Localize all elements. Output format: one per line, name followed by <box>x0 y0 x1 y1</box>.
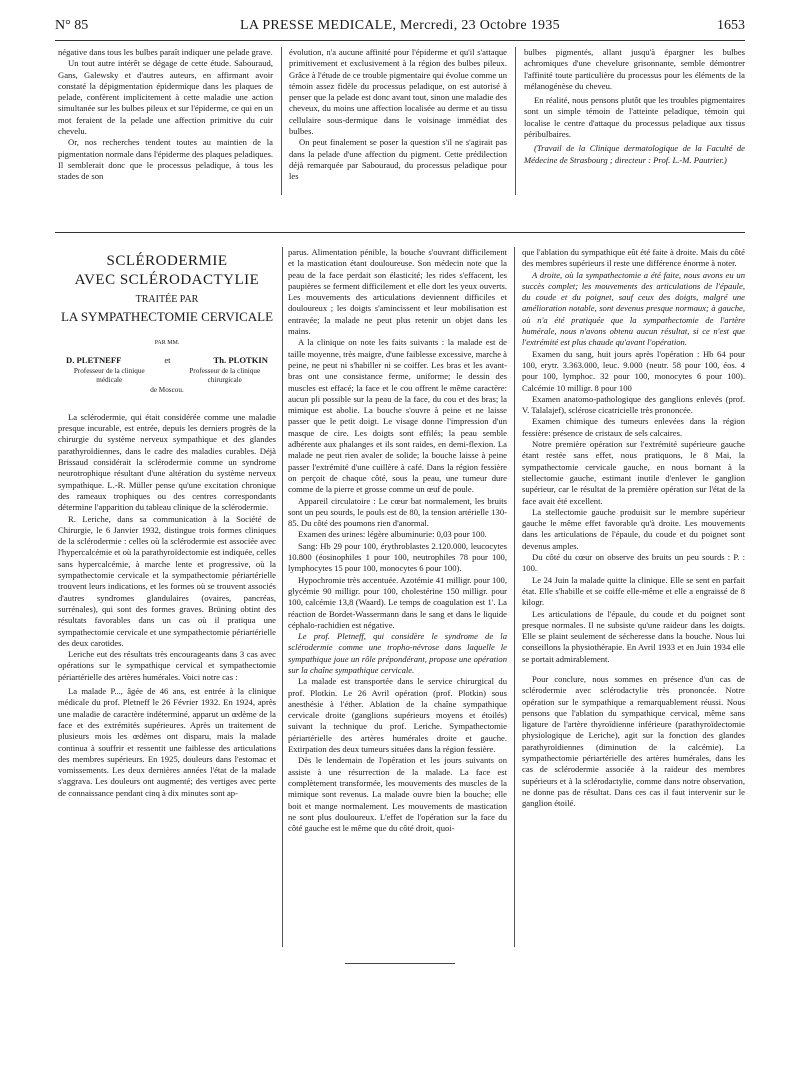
column-divider <box>514 247 515 947</box>
paragraph: A la clinique on note les faits suivants : la malade est de taille moyenne, très maigre, d'une faiblesse excessive, marche à peine, ne peut ni s'habiller ni se coiffer. Les bras et les avant-bras ont une consistance ferme, uniforme; le dessin des muscles est effacé; la face et le cou offrent le même caractère: aucun pli possible sur la peau de la face, du cou et des bras; la mimique est abolie. La bouche s'ouvre à peine et ne laisse passer que le petit doigt. Le visage donne l'impression d'un masque de cire. Les doigts sont effilés; la peau semble adhérente aux phalanges et ils sont raides, en demi-flexion. La malade ne peut rien avaler de solide; la bouche laisse à peine passer l'extrémité d'une cuillère à café. Dans la région fessière on perçoit de chaque côté, sous la peau, une tumeur dure comme de la pierre et grosse comme un œuf de poule. <box>288 337 507 495</box>
paragraph: La malade P..., âgée de 46 ans, est entrée à la clinique médicale du prof. Pletneff le 26 Février 1932. En 1924, après une maladie de caractère indéterminé, apparut un œdème de la face et des extrémités supérieures. Après un traitement de plusieurs mois les œdèmes ont disparu, mais la malade continua à souffrir et ressentit une faiblesse des articulations des membres supérieurs. En 1925, douleurs dans l'estomac et vomissements. Les deux dernières années l'état de la malade s'aggrava. Les douleurs ont augmenté; des vertiges avec perte de connaissance pendant cinq à dix minutes sont ap- <box>58 686 276 798</box>
paragraph: Or, nos recherches tendent toutes au maintien de la pigmentation normale dans l'épiderme des plaques peladiques. Il semblerait donc que le processus peladique, à tous les stades de son <box>58 137 273 182</box>
paragraph: bulbes pigmentés, allant jusqu'à épargner les bulbes achromiques d'une chevelure grisonnante, semble démontrer l'affinité toute particulière du processus pour les éléments de la mélanogénèse du cheveu. <box>524 47 745 91</box>
column-divider <box>281 47 282 195</box>
article-title-line-3: TRAITÉE PAR <box>135 294 199 305</box>
authors <box>58 355 276 366</box>
article-title-line-2: AVEC SCLÉRODACTYLIE <box>74 272 260 288</box>
article-title-line-1: SCLÉRODERMIE <box>106 253 228 269</box>
paragraph: Le prof. Pletneff, qui considère le syndrome de la sclérodermie comme une tropho-névrose dans laquelle le sympathique joue un rôle prépondérant, propose une opération sur la chaîne sympathique cervicale. <box>288 631 507 675</box>
paragraph: R. Leriche, dans sa communication à la Société de Chirurgie, le 6 Janvier 1932, distingue trois formes cliniques de la sclérodermie : celles où la sclérodermie est associée avec l'hypercalcémie et où la parathyroïdectomie est indiquée, celles sans hypercalcémie, à marche lente et progressive, où la sympathectomie cervicale et la sympathectomie périartérielle trouvent leurs indications, et les formes où se trouvent associés d'autres syndromes glandulaires (ovaires, pancréas, surrénales), qui sont des formes graves. Brüning obtint des résultats favorables dans un cas où il pratiqua une sympathectomie cervicale et une sympathectomie périartérielle des deux carotides. <box>58 513 276 648</box>
paragraph: Appareil circulatoire : Le cœur bat normalement, les bruits sont un peu sourds, le pouls est de 80, la tension artérielle 130-85. Du côté des poumons rien d'anormal. <box>288 495 507 529</box>
running-header <box>55 18 745 38</box>
paragraph: Du côté du cœur on observe des bruits un peu sourds : P. : 100. <box>522 552 745 574</box>
header-rule <box>55 40 745 41</box>
paragraph: négative dans tous les bulbes paraît indiquer une pelade grave. <box>58 47 273 57</box>
paragraph: La sclérodermie, qui était considérée comme une maladie presque incurable, est entrée, depuis les derniers progrès de la chirurgie du système nerveux sympathique et des glandes parathyroïdiennes, dans le cadre des maladies curables. Déjà Brissaud considérait la sclérodermie comme un syndrome neurotrophique résultant d'une altération du système nerveux sympathique. L.-R. Müller pense qu'une excitation chronique des rameaux trophiques ou des centres correspondants détermine l'apparition du tableau clinique de la sclérodermie. <box>58 411 276 513</box>
article-column-1 <box>58 252 276 972</box>
paragraph: Sang: Hb 29 pour 100, érythroblastes 2.120.000, leucocytes 10.800 (éosinophiles 1 pour 100, neutrophiles 78 pour 100, lymphocytes 15 pour 100, monocytes 6 pour 100). <box>288 540 507 574</box>
paragraph: Examen du sang, huit jours après l'opération : Hb 64 pour 100, erytr. 3.363.000, leuc. 9.000 (neutr. 58 pour 100, éos. 4 pour 100, lymphoc. 32 pour 100, monocytes 6 pour 100). Calcémie 10 milligr. 8 pour 100 <box>522 348 745 393</box>
column-divider <box>282 247 283 947</box>
article-column-3 <box>522 247 745 967</box>
paragraph: A droite, où la sympathectomie a été faite, nous avons eu un succès complet; les mouvements des articulations de l'épaule, du coude et du poignet, sauf ceux des doigts, malgré une amélioration notable, sont devenus presque normaux; à gauche, où n'a été pratiquée que la sympathectomie de l'artère humérale, nous n'avons obtenu aucun résultat, si ce n'est que l'extrémité est plus chaude qu'avant l'opération. <box>522 269 745 348</box>
conclusion-paragraph: Pour conclure, nous sommes en présence d'un cas de sclérodermie avec sclérodactylie très prononcée. Notre opération sur le sympathique a remarquablement réussi. Nous pensons que l'ablation du sympathique cervical, même sans ligature de l'artère thyroïdienne inférieure (parathyroïdectomie physiologique de Leriche), agit sur la fonction des glandes parathyroïdiennes (diminution de la calcémie). La sympathectomie périartérielle des artères humérales, dans les cas de sclérodermie associée à la raideur des membres supérieurs et à la sclérodactylie, comme dans notre observation, ne donne pas de résultat. Dans ces cas il faut intervenir sur le ganglion étoilé. <box>522 673 745 809</box>
paragraph: Le 24 Juin la malade quitte la clinique. Elle se sent en parfait état. Elle s'habille et se coiffe elle-même et elle a engraissé de 8 kilogr. <box>522 574 745 608</box>
issue-number: N° 85 <box>55 18 89 33</box>
author-1: D. PLETNEFF <box>66 355 122 366</box>
paragraph: Leriche eut des résultats très encourageants dans 3 cas avec opérations sur le sympathique cervical et sympathectomie périartérielle des artères humérales. Voici notre cas : <box>58 649 276 682</box>
top-column-3 <box>524 47 745 217</box>
paragraph: La malade est transportée dans le service chirurgical du prof. Plotkin. Le 26 Avril opération (prof. Plotkin) sous anesthésie à l'éther. Ablation de la chaîne sympathique cervicale droite (ganglions supérieurs moyens et étoilés) suivant la technique du prof. Leriche. Sympathectomie périartérielle des artères humérales droite et gauche. Extirpation des deux tumeurs situées dans la région fessière. <box>288 676 507 755</box>
byline-par: PAR MM. <box>154 340 180 346</box>
affiliations <box>58 367 276 385</box>
paragraph: Dès le lendemain de l'opération et les jours suivants on assiste à une résurrection de la malade. La face est complètement transformée, les mouvements des muscles de la mimique sont revenus. La malade ouvre bien la bouche; elle boit et mange normalement. Les mouvements de mastication ne sont plus douloureux. L'effet de l'opération sur la face du côté gauche est le même que du côté droit, quoi- <box>288 755 507 834</box>
paragraph: Examen anatomo-pathologique des ganglions enlevés (prof. V. Talalajef), sclérose cicatricielle très prononcée. <box>522 393 745 416</box>
end-rule <box>345 963 455 964</box>
affiliation-1: Professeur de la clinique médicale <box>73 366 145 384</box>
paragraph: La stellectomie gauche produisit sur le membre supérieur gauche le même effet favorable qu'à droite. Les mouvements dans les articulations de l'épaule, du coude et du poignet sont devenus amples. <box>522 506 745 551</box>
paragraph: Les articulations de l'épaule, du coude et du poignet sont presque normales. Il ne subsiste qu'une raideur dans les doigts. Elle se plaint seulement de sécheresse dans la bouche. Nous lui conseillons la physiothérapie. En Avril 1933 et en Juin 1934 elle se portait admirablement. <box>522 608 745 664</box>
paragraph: parus. Alimentation pénible, la bouche s'ouvrant difficilement et la mastication étant douloureuse. Son médecin note que la peau de la face perdait son élasticité; les rides s'effacent, les paupières se ferment difficilement et elle dort les yeux ouverts. Les mouvements des articulations deviennent difficiles et douloureux ; les doigts s'amincissent et leur mobilisation est entravée; la malade ne peut plus retenir un objet dans les mains. <box>288 247 507 337</box>
paragraph: évolution, n'a aucune affinité pour l'épiderme et qu'il s'attaque primitivement et exclusivement à la région des bulbes pileux. Grâce à l'étude de ce trouble pigmentaire qui évolue comme un témoin assez fidèle du processus peladique, on est autorisé à penser que la pelade est donc avant tout, sinon une maladie des cheveux, du moins une affection localisée au derme et au tissu cellulaire sous-dermique dans le voisinage immédiat des bulbes. <box>289 47 507 137</box>
paragraph: On peut finalement se poser la question s'il ne s'agirait pas dans la pelade d'une affection du pigment. Cette prédilection déjà remarquée par Sabouraud, du processus peladique pour les <box>289 137 507 182</box>
top-column-1 <box>58 47 273 195</box>
paragraph: Notre première opération sur l'extrémité supérieure gauche étant restée sans effet, nous pratiquons, le 8 Mai, la sympathectomie cervicale gauche, en nous bornant à la stellectomie gauche, estimant inutile d'enlever le ganglion supérieur, car le résultat de la première opération sur l'état de la face avait été excellent. <box>522 439 745 506</box>
paragraph: Un tout autre intérêt se dégage de cette étude. Sabouraud, Gans, Galewsky et d'autres auteurs, en affirmant avoir constaté la dépigmentation épidermique dans les plaques de pelade, confèrent implicitement à cette maladie une action simultanée sur les bulbes pileux et sur l'épiderme, ce qui en un mot feraient de la pelade une affection primitive du cuir chevelu. <box>58 58 273 137</box>
paragraph: Examen chimique des tumeurs enlevées dans la région fessière: présence de cristaux de sels calcaires. <box>522 416 745 438</box>
author-separator: et <box>164 355 171 366</box>
affiliation-city: de Moscou. <box>150 385 184 394</box>
paragraph: Hypochromie très accentuée. Azotémie 41 milligr. pour 100, glycémie 90 milligr. pour 100, cholestérine 150 milligr. pour 100, calcémie 13,8 (Waard). Le temps de coagulation est 1'. La réaction de Bordet-Wassermann dans le sang et dans le liquide céphalo-rachidien est négative. <box>288 574 507 630</box>
section-rule <box>55 232 745 233</box>
paragraph: que l'ablation du sympathique eût été faite à droite. Mais du côté des membres supérieurs il reste une différence énorme à noter. <box>522 247 745 269</box>
affiliation-2: Professeur de la clinique chirurgicale <box>189 366 261 384</box>
article-column-2 <box>288 247 507 967</box>
article-title-line-4: LA SYMPATHECTOMIE CERVICALE <box>60 309 274 324</box>
column-divider <box>515 47 516 195</box>
paragraph: En réalité, nous pensons plutôt que les troubles pigmentaires sont un simple témoin de l'atteinte peladique, témoin qui localise le centre d'attaque du processus peladique aux tissus péribulbaires. <box>524 95 745 140</box>
journal-title: LA PRESSE MEDICALE, Mercredi, 23 Octobre 1935 <box>240 18 560 33</box>
author-2: Th. PLOTKIN <box>213 355 268 366</box>
top-column-2 <box>289 47 507 195</box>
paragraph: Examen des urines: légère albuminurie: 0,03 pour 100. <box>298 529 487 540</box>
credit-note: (Travail de la Clinique dermatologique de la Faculté de Médecine de Strasbourg ; directeur : Prof. L.-M. Pautrier.) <box>524 143 745 165</box>
page-number: 1653 <box>717 18 745 33</box>
